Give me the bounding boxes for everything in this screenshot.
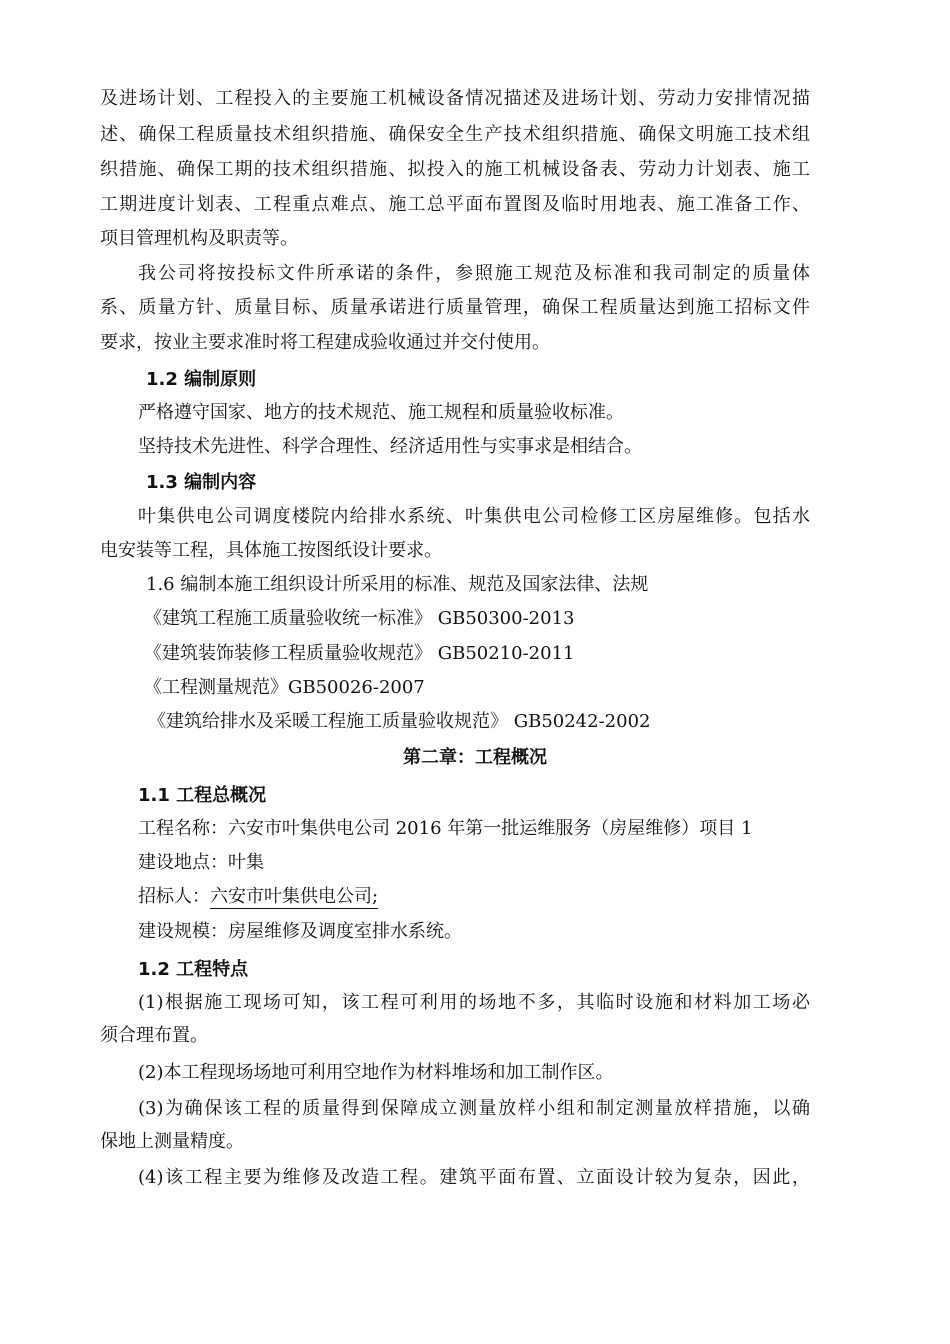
content-line-1: 叶集供电公司调度楼院内给排水系统、叶集供电公司检修工区房屋维修。包括水 — [138, 506, 810, 527]
quality-line-2: 系、质量方针、质量目标、质量承诺进行质量管理，确保工程质量达到施工招标文件 — [100, 297, 810, 318]
standard-item-3: 《工程测量规范》GB50026-2007 — [144, 677, 425, 698]
tenderer-value: 六安市叶集供电公司; — [210, 886, 379, 907]
standard-item-1: 《建筑工程施工质量验收统一标准》 GB50300-2013 — [144, 608, 575, 629]
feature-item-1-line-2: 须合理布置。 — [100, 1025, 208, 1046]
intro-line-1: 及进场计划、工程投入的主要施工机械设备情况描述及进场计划、劳动力安排情况描 — [100, 88, 810, 109]
tenderer-label: 招标人： — [138, 886, 210, 907]
feature-item-4-line-1: (4)该工程主要为维修及改造工程。建筑平面布置、立面设计较为复杂，因此， — [138, 1167, 810, 1188]
project-scale-line: 建设规模：房屋维修及调度室排水系统。 — [138, 921, 462, 942]
feature-item-1-line-1: (1)根据施工现场可知，该工程可利用的场地不多，其临时设施和材料加工场必 — [138, 992, 810, 1013]
feature-item-3-line-1: (3)为确保该工程的质量得到保障成立测量放样小组和制定测量放样措施，以确 — [138, 1098, 810, 1119]
chapter-title: 第二章：工程概况 — [403, 747, 547, 768]
feature-item-2: (2)本工程现场场地可利用空地作为材料堆场和加工制作区。 — [138, 1062, 614, 1083]
quality-line-1: 我公司将按投标文件所承诺的条件，参照施工规范及标准和我司制定的质量体 — [138, 263, 810, 284]
feature-item-3-line-2: 保地上测量精度。 — [100, 1131, 244, 1152]
intro-line-5: 项目管理机构及职责等。 — [100, 228, 298, 249]
tenderer-line — [138, 885, 378, 909]
section-heading-1-3: 1.3 编制内容 — [146, 472, 257, 493]
intro-line-4: 工期进度计划表、工程重点难点、施工总平面布置图及临时用地表、施工准备工作、 — [100, 194, 810, 215]
section-heading-overview: 1.1 工程总概况 — [138, 785, 267, 806]
principle-line-2: 坚持技术先进性、科学合理性、经济适用性与实事求是相结合。 — [138, 436, 642, 457]
intro-line-2: 述、确保工程质量技术组织措施、确保安全生产技术组织措施、确保文明施工技术组 — [100, 124, 810, 145]
principle-line-1: 严格遵守国家、地方的技术规范、施工规程和质量验收标准。 — [138, 402, 624, 423]
project-location-line: 建设地点：叶集 — [138, 852, 264, 873]
project-name-line: 工程名称：六安市叶集供电公司 2016 年第一批运维服务（房屋维修）项目 1 — [138, 818, 753, 839]
intro-line-3: 织措施、确保工期的技术组织措施、拟投入的施工机械设备表、劳动力计划表、施工 — [100, 159, 810, 180]
section-heading-features: 1.2 工程特点 — [138, 959, 249, 980]
standard-item-4: 《建筑给排水及采暖工程施工质量验收规范》 GB50242-2002 — [148, 711, 651, 732]
content-line-2: 电安装等工程，具体施工按图纸设计要求。 — [100, 540, 442, 561]
quality-line-3: 要求，按业主要求准时将工程建成验收通过并交付使用。 — [100, 332, 550, 353]
section-heading-1-6: 1.6 编制本施工组织设计所采用的标准、规范及国家法律、法规 — [146, 574, 649, 595]
standard-item-2: 《建筑装饰装修工程质量验收规范》 GB50210-2011 — [144, 643, 575, 664]
section-heading-1-2: 1.2 编制原则 — [146, 369, 257, 390]
